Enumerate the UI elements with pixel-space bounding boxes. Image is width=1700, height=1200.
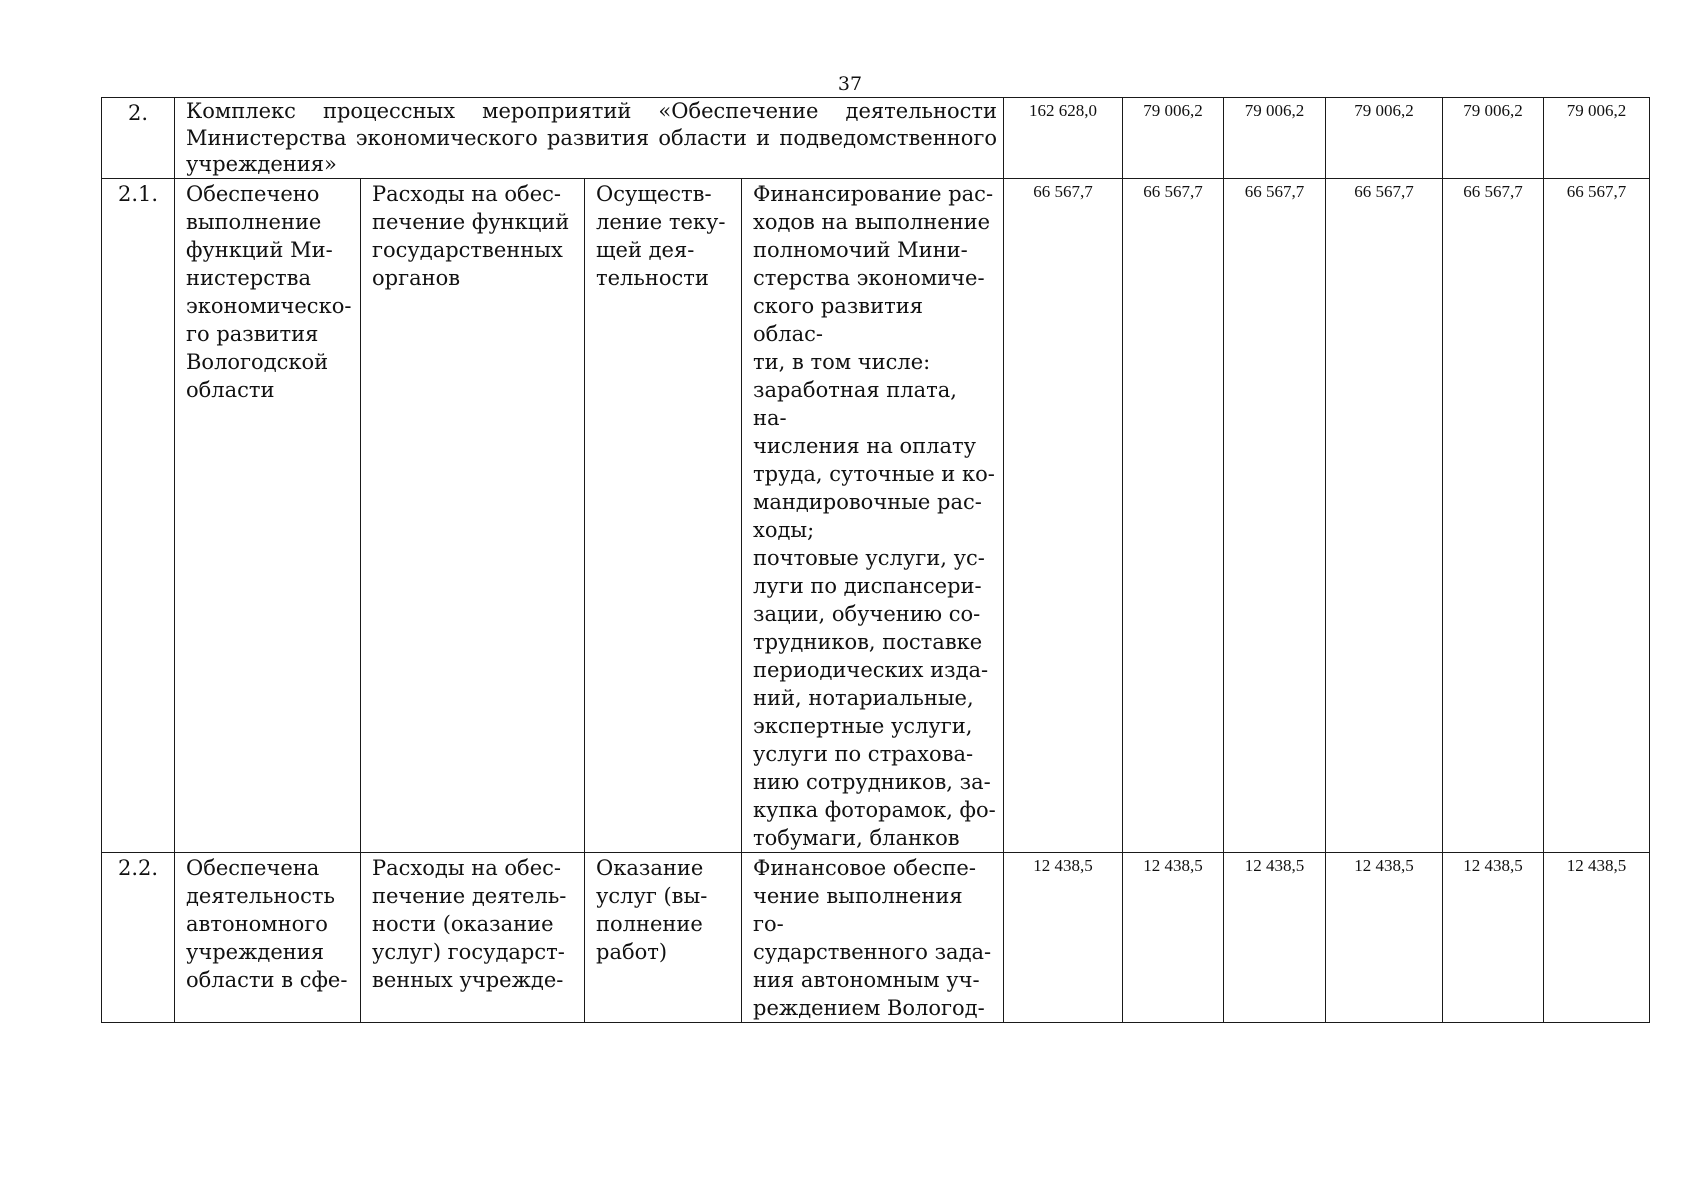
description-text: Финансирование рас- ходов на выполнение полномочий Мини- стерства экономиче- ского развития облас- ти, в том числе: заработная плата, на- числения на оплату труда, суточные и ко- мандировочные рас- ходы; почтовые услуги, ус- луги по диспансери- зации, обучению со- трудников, поставке периодических изда- ний, нотариальные, экспертные услуги, услуги по страхова- нию сотрудников, за- купка фоторамок, фо- тобумаги, бланков	[753, 181, 996, 850]
value-cell	[1544, 852, 1650, 1022]
value: 66 567,7	[1566, 181, 1627, 201]
value-cell	[1544, 178, 1650, 852]
value-cell	[1326, 178, 1443, 852]
row-number-cell	[102, 98, 175, 179]
complex-title-cell	[175, 98, 1004, 179]
value: 79 006,2	[1566, 101, 1627, 120]
table-row	[102, 178, 1650, 852]
description-cell	[742, 178, 1004, 852]
value: 66 567,7	[1354, 181, 1414, 201]
value: 12 438,5	[1244, 855, 1305, 875]
value-cell	[1123, 98, 1224, 179]
page-number: 37	[837, 73, 863, 95]
value: 66 567,7	[1463, 181, 1523, 201]
value-cell	[1123, 852, 1224, 1022]
value-cell	[1224, 852, 1326, 1022]
type-text: Осуществ- ление теку- щей дея- тельности	[596, 181, 726, 290]
value: 12 438,5	[1143, 855, 1203, 875]
expense-text: Расходы на обес- печение функций государственных органов	[372, 181, 570, 290]
value: 12 438,5	[1033, 855, 1093, 875]
row-number: 2.	[127, 101, 149, 125]
type-cell	[585, 178, 742, 852]
value-cell	[1123, 178, 1224, 852]
value-cell	[1224, 98, 1326, 179]
value-cell	[1004, 98, 1123, 179]
value: 79 006,2	[1244, 101, 1305, 120]
value: 66 567,7	[1033, 181, 1093, 201]
result-text: Обеспечена деятельность автономного учреждения области в сфе-	[186, 855, 348, 992]
value-cell	[1004, 178, 1123, 852]
table-row	[102, 852, 1650, 1022]
row-number: 2.2.	[117, 855, 159, 880]
expense-text: Расходы на обес- печение деятель- ности (оказание услуг) государст- венных учрежде-	[372, 855, 567, 992]
value-cell	[1544, 98, 1650, 179]
value-cell	[1326, 852, 1443, 1022]
value-cell	[1443, 852, 1544, 1022]
budget-table	[101, 97, 1650, 1023]
value-cell	[1326, 98, 1443, 179]
row-number: 2.1.	[117, 181, 159, 206]
type-text: Оказание услуг (вы- полнение работ)	[596, 855, 708, 964]
value-cell	[1443, 178, 1544, 852]
expense-cell	[361, 178, 585, 852]
value-cell	[1443, 98, 1544, 179]
value: 79 006,2	[1354, 101, 1414, 120]
value: 79 006,2	[1463, 101, 1523, 120]
row-number-cell	[102, 178, 175, 852]
result-text: Обеспечено выполнение функций Ми- нистерства экономическо- го развития Вологодской области	[186, 181, 352, 402]
value-cell	[1224, 178, 1326, 852]
complex-title: Комплекс процессных мероприятий «Обеспечение деятельности Министерства экономического развития области и подведомственного учреждения»	[186, 99, 997, 176]
description-text: Финансовое обеспе- чение выполнения го- сударственного зада- ния автономным уч- реждением Вологод-	[753, 855, 992, 1020]
value: 79 006,2	[1143, 101, 1203, 120]
description-cell	[742, 852, 1004, 1022]
result-cell	[175, 852, 361, 1022]
table-row	[102, 98, 1650, 179]
value: 162 628,0	[1029, 101, 1097, 120]
result-cell	[175, 178, 361, 852]
row-number-cell	[102, 852, 175, 1022]
value: 66 567,7	[1244, 181, 1305, 201]
value: 12 438,5	[1354, 855, 1414, 875]
expense-cell	[361, 852, 585, 1022]
value: 12 438,5	[1566, 855, 1627, 875]
value: 12 438,5	[1463, 855, 1523, 875]
value: 66 567,7	[1143, 181, 1203, 201]
type-cell	[585, 852, 742, 1022]
value-cell	[1004, 852, 1123, 1022]
